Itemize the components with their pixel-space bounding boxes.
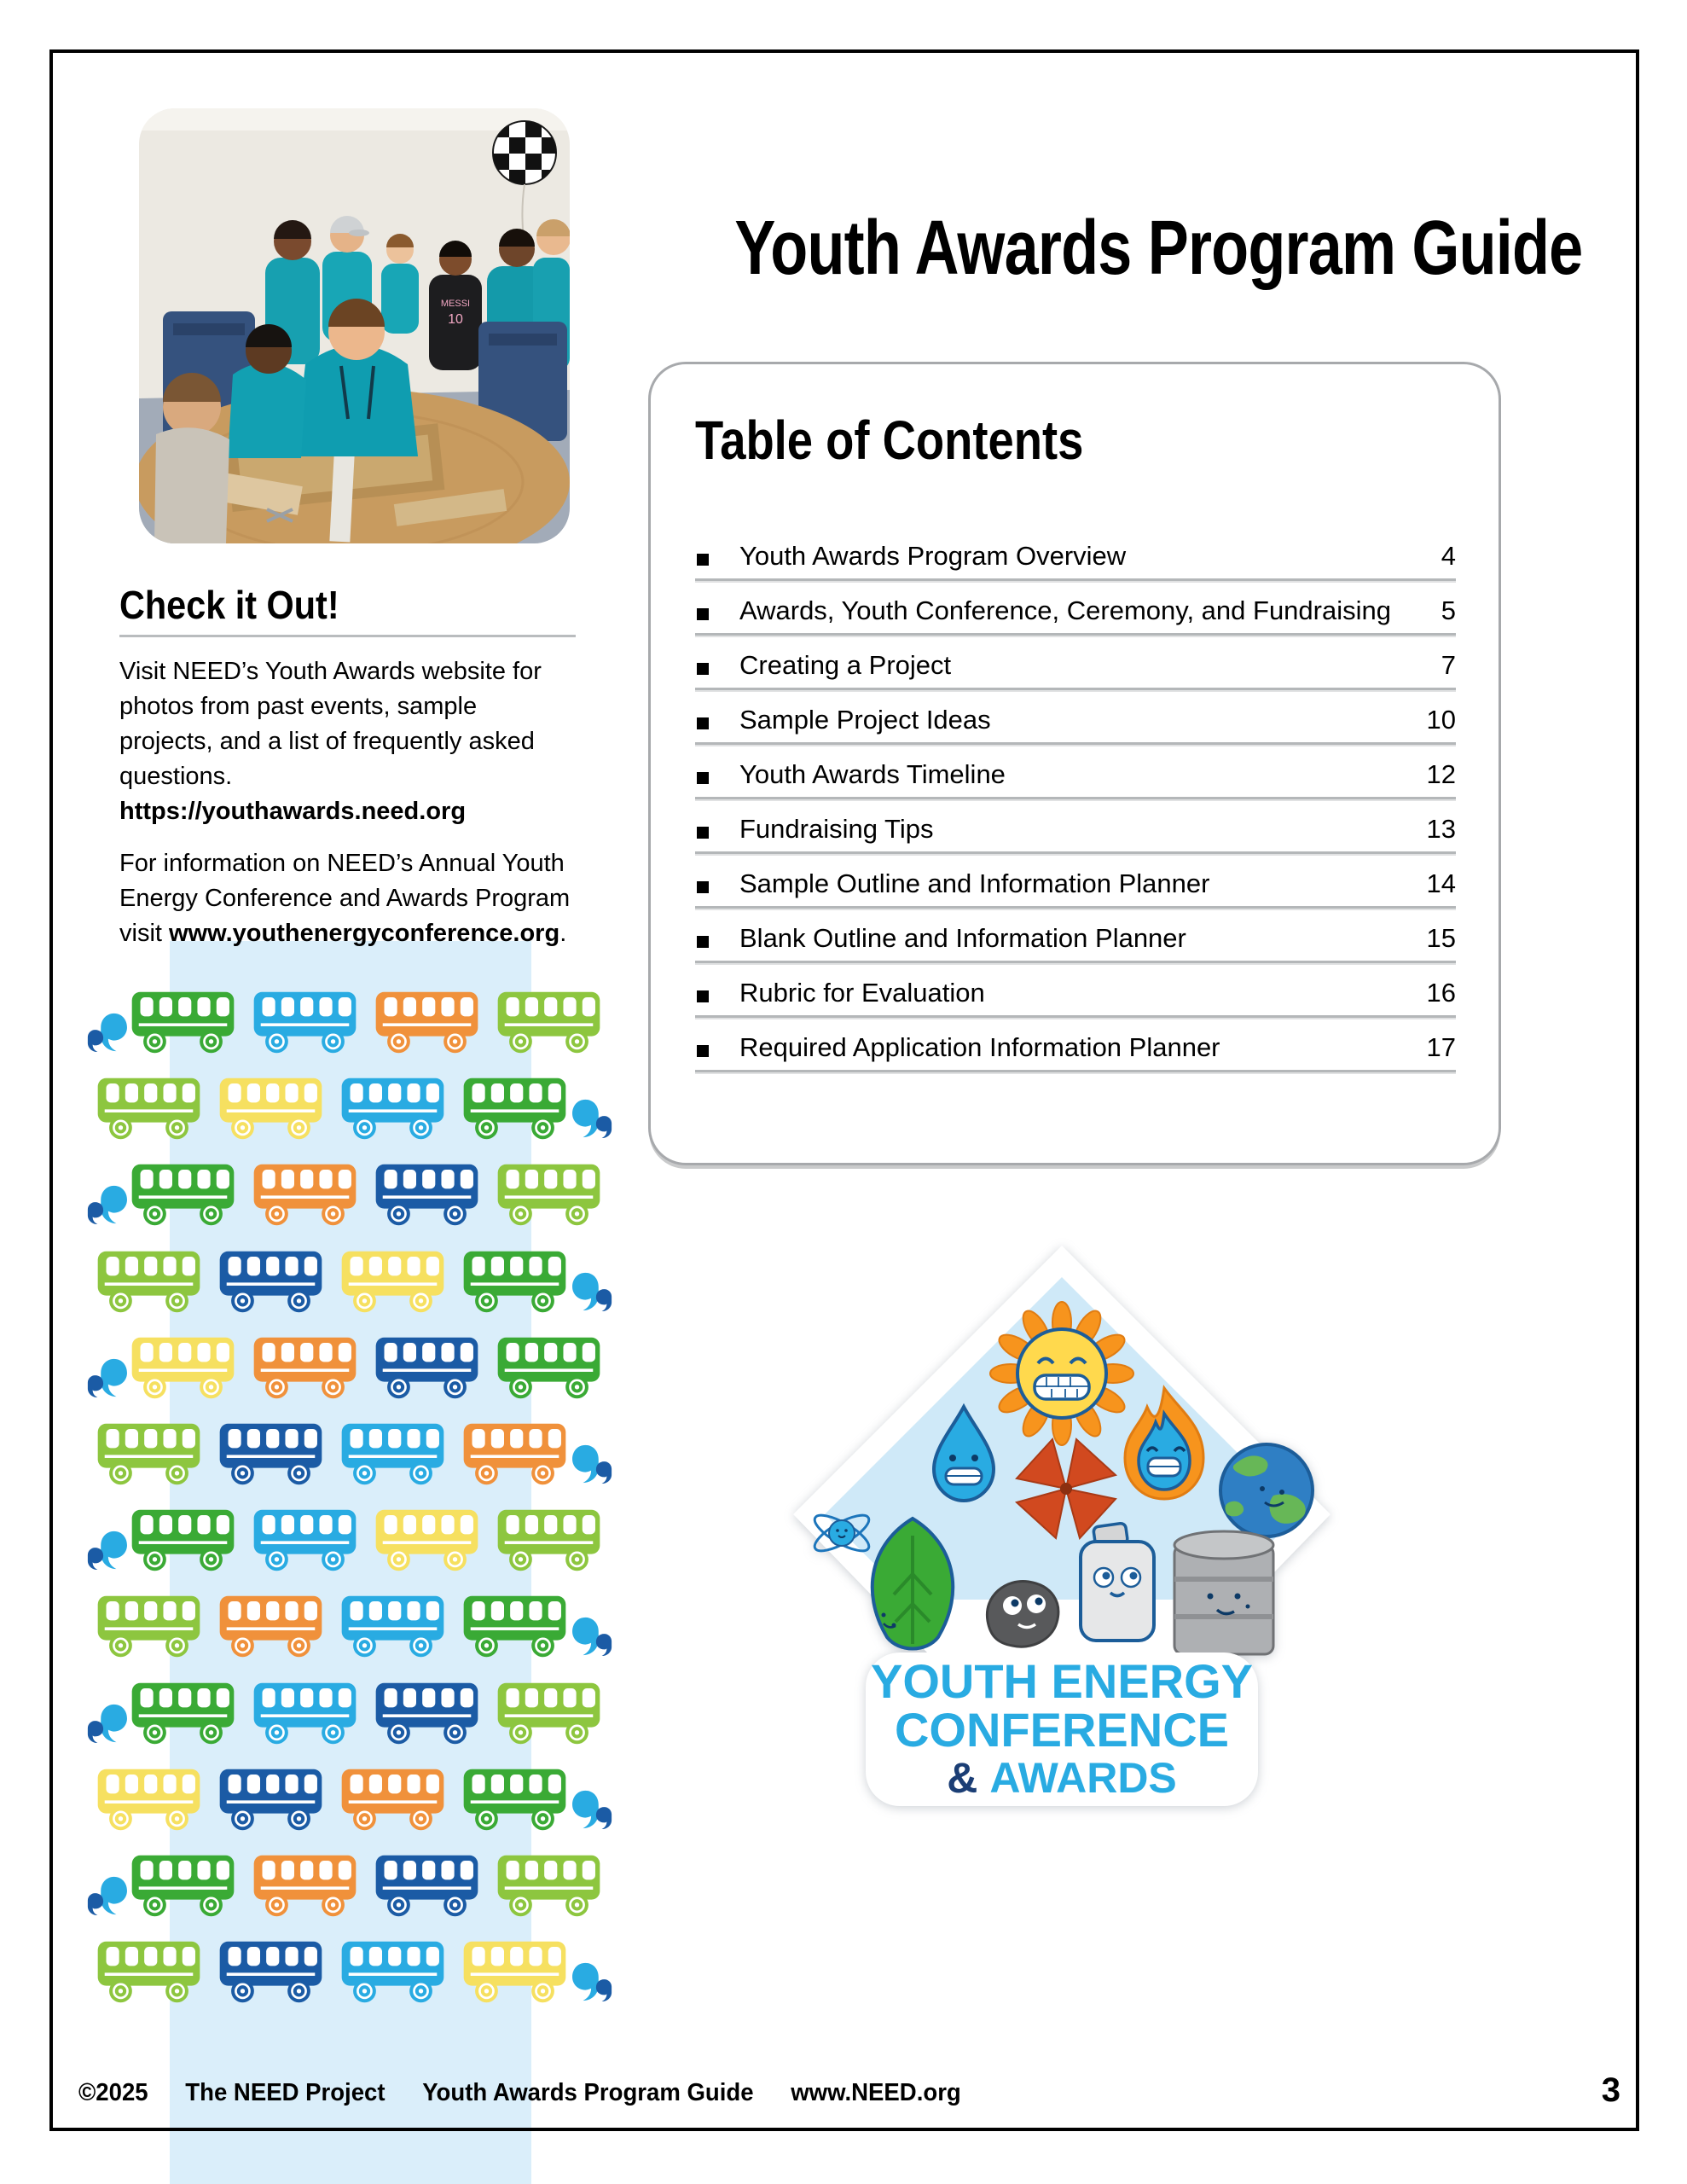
shirt-number: 10 [448, 312, 463, 327]
toc-entry-label: Blank Outline and Information Planner [739, 923, 1186, 953]
toc-heading: Table of Contents [695, 410, 1084, 471]
footer-org: The NEED Project [185, 2079, 386, 2106]
bullet-square-icon [697, 608, 709, 620]
bullet-square-icon [697, 936, 709, 948]
toc-entry[interactable] [695, 581, 1456, 636]
toc-entry-label: Youth Awards Program Overview [739, 541, 1127, 571]
toc-entry-page: 16 [1426, 978, 1456, 1008]
bullet-square-icon [697, 1045, 709, 1057]
bullet-square-icon [697, 663, 709, 675]
check-it-out-paragraph-1 [119, 654, 576, 829]
logo-ampersand: & [947, 1754, 978, 1802]
toc-entry-page: 10 [1426, 705, 1456, 735]
youth-energy-conference-link[interactable]: www.youthenergyconference.org [169, 920, 560, 947]
heading-rule [119, 635, 576, 637]
page-number: 3 [1601, 2071, 1620, 2109]
toc-entry-label: Required Application Information Planner [739, 1032, 1220, 1062]
toc-entry-page: 14 [1426, 868, 1456, 898]
toc-entry-label: Awards, Youth Conference, Ceremony, and Fundraising [739, 595, 1391, 625]
toc-entry-label: Creating a Project [739, 650, 952, 680]
toc-entry-label: Sample Project Ideas [739, 705, 991, 735]
logo-line-1: YOUTH ENERGY [870, 1654, 1254, 1708]
youth-awards-link[interactable]: https://youthawards.need.org [119, 798, 467, 825]
bullet-square-icon [697, 827, 709, 839]
paragraph-text: For information on NEED’s Annual Youth Energy Conference and Awards Program visit [119, 850, 571, 947]
photo-illustration [139, 108, 570, 543]
table-of-contents-box [648, 362, 1501, 1165]
toc-entry-page: 12 [1426, 759, 1456, 789]
toc-entry[interactable] [695, 799, 1456, 854]
toc-entry-label: Rubric for Evaluation [739, 978, 985, 1008]
footer-doc-title: Youth Awards Program Guide [422, 2079, 754, 2106]
toc-entry-page: 7 [1441, 650, 1456, 680]
toc-entry[interactable] [695, 963, 1456, 1018]
page-title: Youth Awards Program Guide [734, 206, 1583, 291]
check-it-out-section [119, 582, 576, 951]
toc-entry-page: 13 [1426, 814, 1456, 844]
bullet-square-icon [697, 990, 709, 1002]
bullet-square-icon [697, 881, 709, 893]
logo-awards-word: AWARDS [989, 1754, 1177, 1802]
toc-entry-page: 17 [1426, 1032, 1456, 1062]
barrel-icon [1174, 1531, 1273, 1654]
toc-entry-label: Youth Awards Timeline [739, 759, 1006, 789]
paragraph-text: Visit NEED’s Youth Awards website for photos from past events, sample projects, and a list of frequently asked questions. [119, 658, 542, 790]
toc-entry[interactable] [695, 1018, 1456, 1072]
globe-icon [1220, 1444, 1313, 1536]
toc-entry-page: 5 [1441, 595, 1456, 625]
canister-icon [1081, 1523, 1154, 1641]
footer-copyright: ©2025 [78, 2079, 148, 2106]
shirt-text: MESSI [440, 299, 471, 309]
toc-entry[interactable] [695, 690, 1456, 745]
toc-entry-page: 4 [1441, 541, 1456, 571]
toc-entry-label: Fundraising Tips [739, 814, 934, 844]
page-footer [78, 2079, 961, 2107]
toc-entry[interactable] [695, 909, 1456, 963]
footer-website-link[interactable]: www.NEED.org [791, 2079, 961, 2106]
youth-energy-conference-awards-logo [772, 1233, 1352, 1821]
photo-kids-workshop [139, 108, 570, 543]
check-it-out-heading: Check it Out! [119, 583, 339, 627]
toc-entry[interactable] [695, 526, 1456, 581]
bullet-square-icon [697, 717, 709, 729]
paragraph-text: . [559, 920, 567, 947]
toc-entry[interactable] [695, 745, 1456, 799]
check-it-out-paragraph-2 [119, 846, 576, 951]
toc-entry-page: 15 [1426, 923, 1456, 953]
logo-line-2: CONFERENCE [894, 1703, 1230, 1757]
bullet-square-icon [697, 554, 709, 566]
coal-icon [987, 1581, 1058, 1647]
bullet-square-icon [697, 772, 709, 784]
toc-list [695, 526, 1456, 1072]
toc-entry[interactable] [695, 854, 1456, 909]
toc-entry[interactable] [695, 636, 1456, 690]
toc-entry-label: Sample Outline and Information Planner [739, 868, 1210, 898]
